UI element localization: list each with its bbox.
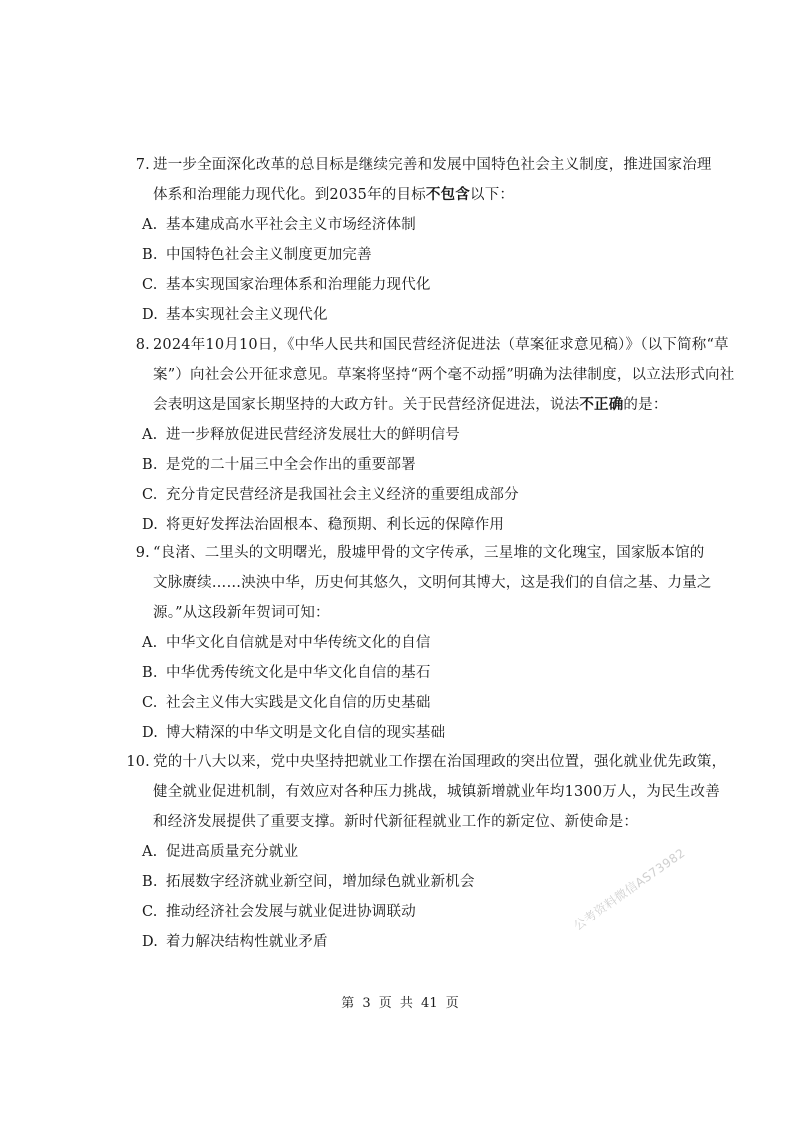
option-a bbox=[142, 420, 696, 450]
option-c bbox=[142, 270, 696, 300]
question-stem-line: 源。”从这段新年贺词可知： bbox=[153, 605, 330, 621]
question-stem-line: 2024年10月10日，《中华人民共和国民营经济促进法（草案征求意见稿）》（以下简称“草 bbox=[153, 337, 729, 353]
question-stem-line: 文脉赓续……泱泱中华，历史何其悠久，文明何其博大，这是我们的自信之基、力量之 bbox=[153, 575, 712, 591]
option-text: 中国特色社会主义制度更加完善 bbox=[166, 247, 372, 263]
emphasis-text: 不正确 bbox=[579, 396, 624, 413]
page-footer: 第 3 页 共 41 页 bbox=[341, 996, 459, 1011]
question-stem-line: 以下： bbox=[470, 187, 515, 203]
option-text: 拓展数字经济就业新空间，增加绿色就业新机会 bbox=[166, 874, 475, 890]
question-stem-line: 和经济发展提供了重要支撑。新时代新征程就业工作的新定位、新使命是： bbox=[153, 814, 639, 830]
option-text: 着力解决结构性就业矛盾 bbox=[166, 934, 328, 950]
option-letter: D. bbox=[142, 307, 159, 323]
option-d bbox=[142, 718, 696, 748]
option-list bbox=[142, 628, 696, 748]
question-10 bbox=[116, 747, 727, 957]
option-b bbox=[142, 658, 696, 688]
option-text: 中华文化自信就是对中华传统文化的自信 bbox=[166, 635, 431, 651]
option-letter: A. bbox=[142, 844, 158, 860]
option-d bbox=[142, 300, 696, 330]
option-a bbox=[142, 210, 696, 240]
question-stem-line: 健全就业促进机制，有效应对各种压力挑战，城镇新增就业年均1300万人，为民生改善 bbox=[153, 784, 720, 800]
option-letter: D. bbox=[142, 517, 159, 533]
option-a bbox=[142, 837, 696, 867]
option-text: 社会主义伟大实践是文化自信的历史基础 bbox=[166, 695, 431, 711]
question-stem-line: 会表明这是国家长期坚持的大政方针。关于民营经济促进法，说法 bbox=[153, 397, 580, 413]
question-8 bbox=[116, 330, 735, 540]
option-letter: D. bbox=[142, 934, 159, 950]
option-text: 将更好发挥法治固根本、稳预期、利长远的保障作用 bbox=[166, 517, 505, 533]
question-stem-line: 案”）向社会公开征求意见。草案将坚持“两个毫不动摇”明确为法律制度，以立法形式向社 bbox=[153, 367, 735, 383]
question-number: 9. bbox=[135, 545, 150, 561]
option-list bbox=[142, 420, 696, 540]
option-letter: A. bbox=[142, 635, 158, 651]
question-stem-line: 党的十八大以来，党中央坚持把就业工作摆在治国理政的突出位置，强化就业优先政策， bbox=[153, 754, 727, 770]
option-letter: C. bbox=[142, 487, 158, 503]
question-7 bbox=[116, 150, 712, 330]
option-d bbox=[142, 927, 696, 957]
option-letter: C. bbox=[142, 904, 158, 920]
option-letter: B. bbox=[142, 247, 158, 263]
option-a bbox=[142, 628, 696, 658]
question-9 bbox=[116, 538, 712, 748]
question-number: 7. bbox=[135, 157, 150, 173]
option-text: 基本实现国家治理体系和治理能力现代化 bbox=[166, 277, 431, 293]
option-letter: C. bbox=[142, 277, 158, 293]
option-text: 基本建成高水平社会主义市场经济体制 bbox=[166, 217, 416, 233]
option-text: 促进高质量充分就业 bbox=[166, 844, 299, 860]
emphasis-text: 不包含 bbox=[425, 186, 471, 203]
option-letter: A. bbox=[142, 217, 158, 233]
watermark: 公考资料微信AS73982 bbox=[571, 845, 688, 934]
question-stem-line: 进一步全面深化改革的总目标是继续完善和发展中国特色社会主义制度，推进国家治理 bbox=[153, 157, 712, 173]
option-letter: C. bbox=[142, 695, 158, 711]
option-letter: B. bbox=[142, 874, 158, 890]
option-text: 是党的二十届三中全会作出的重要部署 bbox=[166, 457, 416, 473]
option-text: 博大精深的中华文明是文化自信的现实基础 bbox=[166, 725, 446, 741]
question-number: 8. bbox=[135, 337, 150, 353]
option-text: 中华优秀传统文化是中华文化自信的基石 bbox=[166, 665, 431, 681]
option-b bbox=[142, 240, 696, 270]
question-stem-line: 体系和治理能力现代化。到2035年的目标 bbox=[153, 187, 426, 203]
option-text: 基本实现社会主义现代化 bbox=[166, 307, 328, 323]
option-letter: B. bbox=[142, 457, 158, 473]
option-c bbox=[142, 688, 696, 718]
question-stem-line: “良渚、二里头的文明曙光，殷墟甲骨的文字传承，三星堆的文化瑰宝，国家版本馆的 bbox=[153, 545, 705, 561]
option-text: 进一步释放促进民营经济发展壮大的鲜明信号 bbox=[166, 427, 460, 443]
option-letter: B. bbox=[142, 665, 158, 681]
option-d bbox=[142, 510, 696, 540]
option-letter: A. bbox=[142, 427, 158, 443]
question-stem-line: 的是： bbox=[623, 397, 668, 413]
option-list bbox=[142, 210, 696, 330]
option-text: 推动经济社会发展与就业促进协调联动 bbox=[166, 904, 416, 920]
question-number: 10. bbox=[126, 754, 150, 770]
option-c bbox=[142, 480, 696, 510]
option-letter: D. bbox=[142, 725, 159, 741]
option-text: 充分肯定民营经济是我国社会主义经济的重要组成部分 bbox=[166, 487, 519, 503]
option-b bbox=[142, 450, 696, 480]
